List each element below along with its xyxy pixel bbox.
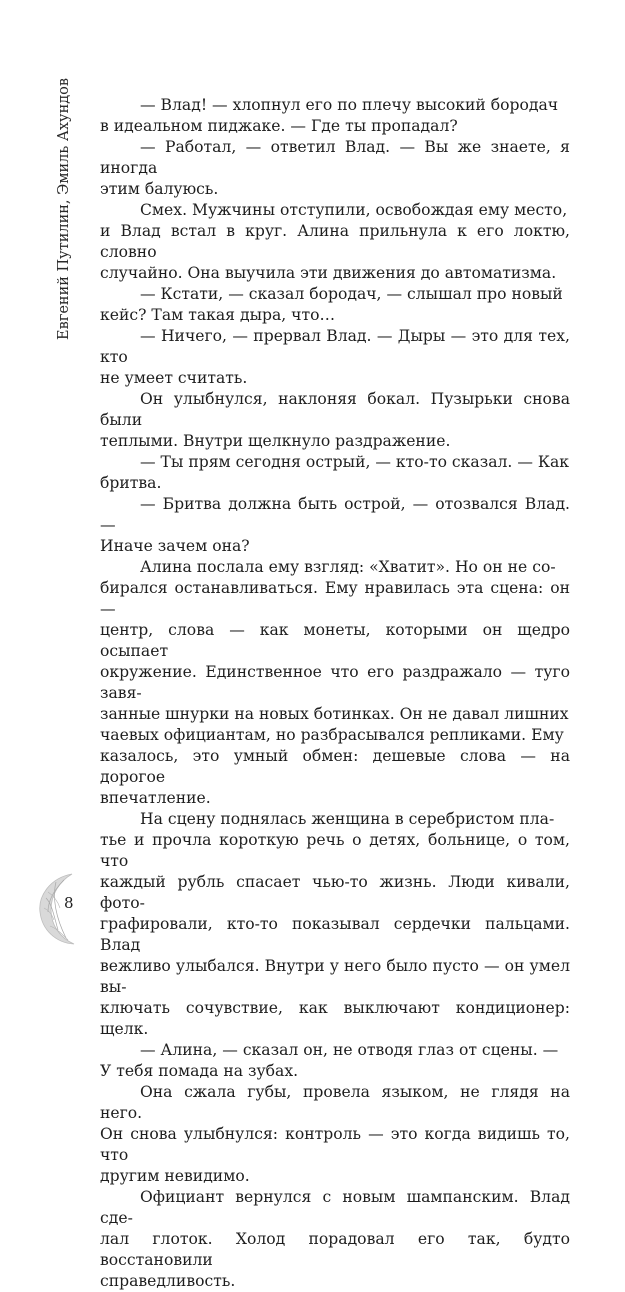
text-line: Смех. Мужчины отступили, освобождая ему место, <box>140 201 568 219</box>
text-line: не умеет считать. <box>100 369 248 387</box>
text-line: занные шнурки на новых ботинках. Он не давал лишних <box>100 705 569 723</box>
text-line: Он улыбнулся, наклоняя бокал. Пузырьки снова были <box>100 390 570 429</box>
text-line: — Кстати, — сказал бородач, — слышал про новый <box>140 285 563 303</box>
body-text <box>100 95 570 1292</box>
text-line: Иначе зачем она? <box>100 537 250 555</box>
text-line: Она сжала губы, провела языком, не глядя на него. <box>100 1083 570 1122</box>
text-line: вежливо улыбался. Внутри у него было пусто — он умел вы- <box>100 957 570 996</box>
text-line: — Влад! — хлопнул его по плечу высокий бородач <box>140 96 559 114</box>
text-line: окружение. Единственное что его раздражало — туго завя- <box>100 663 570 702</box>
text-line: другим невидимо. <box>100 1167 250 1185</box>
text-line: — Алина, — сказал он, не отводя глаз от сцены. — <box>140 1041 559 1059</box>
text-line: Алина послала ему взгляд: «Хватит». Но он не со- <box>140 558 556 576</box>
page-number-ornament <box>34 868 94 948</box>
text-line: У тебя помада на зубах. <box>100 1062 299 1080</box>
text-line: в идеальном пиджаке. — Где ты пропадал? <box>100 117 458 135</box>
text-line: тье и прочла короткую речь о детях, больнице, о том, что <box>100 831 570 870</box>
text-line: каждый рубль спасает чью-то жизнь. Люди кивали, фото- <box>100 873 570 912</box>
text-line: чаевых официантам, но разбрасывался репликами. Ему <box>100 726 564 744</box>
text-line: бритва. <box>100 474 162 492</box>
text-line: ключать сочувствие, как выключают кондиционер: щелк. <box>100 999 570 1038</box>
text-line: — Работал, — ответил Влад. — Вы же знаете, я иногда <box>100 138 570 177</box>
text-line: справедливость. <box>100 1272 236 1290</box>
text-line: лал глоток. Холод порадовал его так, будто восстановили <box>100 1230 570 1269</box>
text-line: — Ты прям сегодня острый, — кто-то сказал. — Как <box>140 453 569 471</box>
text-line: и Влад встал в круг. Алина прильнула к его локтю, словно <box>100 222 570 261</box>
text-line: графировали, кто-то показывал сердечки пальцами. Влад <box>100 915 570 954</box>
text-line: случайно. Она выучила эти движения до автоматизма. <box>100 264 557 282</box>
text-line: бирался останавливаться. Ему нравилась эта сцена: он — <box>100 579 570 618</box>
text-line: центр, слова — как монеты, которыми он щедро осыпает <box>100 621 570 660</box>
page-number: 8 <box>64 894 74 912</box>
text-line: впечатление. <box>100 789 211 807</box>
running-head: Евгений Путилин, Эмиль Ахундов <box>56 77 72 340</box>
text-line: кейс? Там такая дыра, что… <box>100 306 336 324</box>
text-line: — Бритва должна быть острой, — отозвался Влад. — <box>100 495 570 534</box>
text-line: теплыми. Внутри щелкнуло раздражение. <box>100 432 451 450</box>
text-line: На сцену поднялась женщина в серебристом пла- <box>140 810 555 828</box>
text-line: Официант вернулся с новым шампанским. Влад сде- <box>100 1188 570 1227</box>
text-line: Он снова улыбнулся: контроль — это когда видишь то, что <box>100 1125 570 1164</box>
text-line: этим балуюсь. <box>100 180 219 198</box>
text-line: казалось, это умный обмен: дешевые слова — на дорогое <box>100 747 570 786</box>
text-line: — Ничего, — прервал Влад. — Дыры — это для тех, кто <box>100 327 570 366</box>
